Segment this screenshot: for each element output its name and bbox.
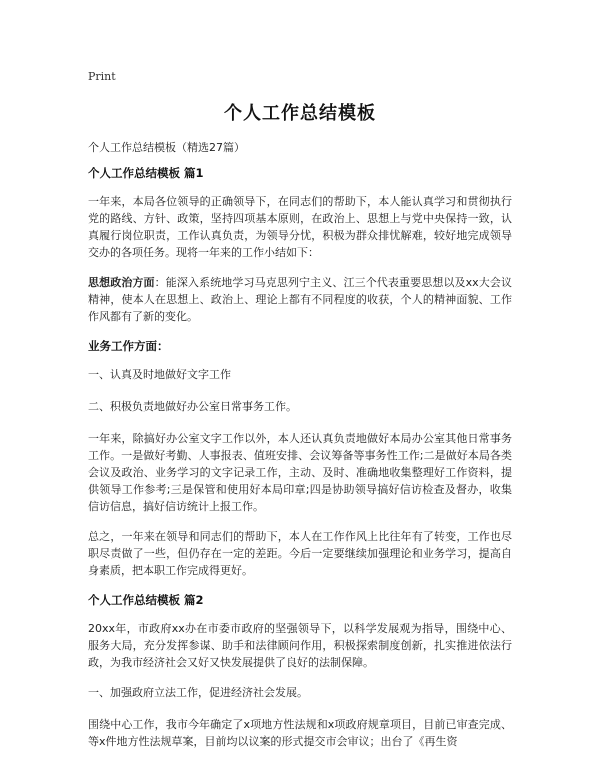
paragraph-daily-work: 一年来，除搞好办公室文字工作以外，本人还认真负责地做好本局办公室其他日常事务工作。一是做好考勤、人事报表、值班安排、会议筹备等事务性工作;二是做好本局各类会议及政治、业务学习的文字记录工作，主动、及时、准确地收集整理好工作资料，提供领导工作参考;三是保管和使用好本局印章;四是协助领导搞好信访检查及督办，收集信访信息，搞好信访统计上报工作。 [88,432,512,513]
print-label: Print [88,70,116,83]
document-subtitle: 个人工作总结模板（精选27篇） [88,141,245,154]
section-heading-1: 个人工作总结模板 篇1 [88,166,204,180]
section-heading-2: 个人工作总结模板 篇2 [88,593,204,607]
paragraph-political [88,274,512,325]
paragraph-section2-intro: 20xx年，市政府xx办在市委市政府的坚强领导下，以科学发展观为指导，围绕中心、服务大局，充分发挥参谋、助手和法律顾问作用，积极探索制度创新，扎实推进依法行政，为我市经济社会又好又快发展提供了良好的法制保障。 [88,622,512,669]
paragraph-summary: 总之，一年来在领导和同志们的帮助下，本人在工作作风上比往年有了转变，工作也尽职尽责做了一些，但仍存在一定的差距。今后一定要继续加强理论和业务学习，提高自身素质，把本职工作完成得更好。 [88,530,512,577]
work-heading: 业务工作方面： [88,339,169,353]
list-item-2: 二、积极负责地做好办公室日常事务工作。 [88,400,297,413]
list-item-1: 一、认真及时地做好文字工作 [88,368,231,381]
paragraph-section2-body: 围绕中心工作，我市今年确定了x项地方性法规和x项政府规章项目，目前已审查完成、等x件地方性法规草案，目前均以议案的形式提交市会审议；出台了《再生资 [88,718,512,748]
page-title: 个人工作总结模板 [224,103,376,124]
list-item-3: 一、加强政府立法工作，促进经济社会发展。 [88,686,308,699]
paragraph-body: ：能深入系统地学习马克思列宁主义、江三个代表重要思想以及xx大会议精神，使本人在思想上、政治上、理论上都有不同程度的收获，个人的精神面貌、工作作风都有了新的变化。 [88,276,512,323]
paragraph-intro: 一年来，本局各位领导的正确领导下，在同志们的帮助下，本人能认真学习和贯彻执行党的路线、方针、政策，坚持四项基本原则，在政治上、思想上与党中央保持一致，认真履行岗位职责，工作认真负责，为领导分忧，积极为群众排忧解难，较好地完成领导交办的各项任务。现将一年来的工作小结如下： [88,195,512,259]
paragraph-lead: 思想政治方面 [88,276,155,289]
